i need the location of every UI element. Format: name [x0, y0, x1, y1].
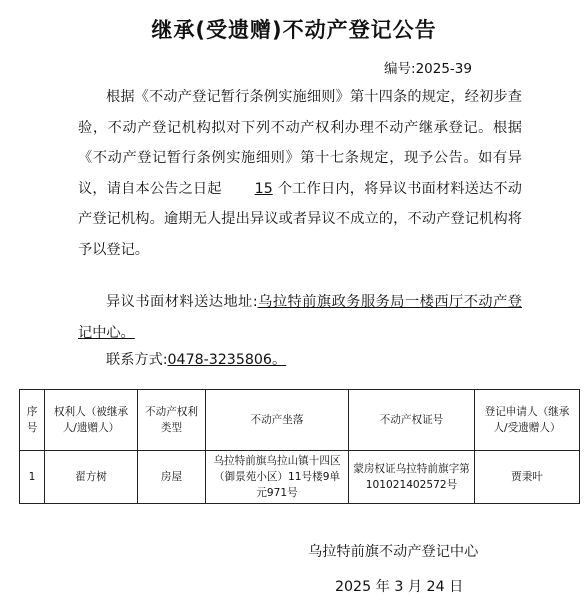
header-holder: 权利人（被继承人/遗赠人）: [45, 390, 138, 451]
header-location: 不动产坐落: [206, 390, 349, 451]
contact-paragraph: [78, 345, 522, 376]
header-certificate: 不动产权证号: [349, 390, 475, 451]
objection-period-days: 15: [254, 180, 273, 197]
document-number: 编号:2025-39: [384, 61, 472, 77]
cell-applicant: 贾秉叶: [475, 451, 580, 504]
cell-location: 乌拉特前旗乌拉山镇十四区（御景苑小区）11号楼9单元971号: [206, 451, 349, 504]
cell-right-type: 房屋: [138, 451, 206, 504]
issuing-organization: 乌拉特前旗不动产登记中心: [308, 544, 479, 560]
cell-holder: 翟方树: [45, 451, 138, 504]
header-right-type: 不动产权利类型: [138, 390, 206, 451]
cell-certificate: 蒙房权证乌拉特前旗字第101021402572号: [349, 451, 475, 504]
table-row: [20, 451, 580, 504]
header-seq: 序号: [20, 390, 45, 451]
objection-address-paragraph: [78, 287, 522, 348]
body-text-part-2: 个工作日内，将异议书面材料送达不动产登记机构。逾期无人提出异议或者异议不成立的，不动产登记机构将予以登记。: [78, 180, 522, 258]
header-applicant: 登记申请人（继承人/受遗赠人）: [475, 390, 580, 451]
contact-label: 联系方式:: [106, 352, 168, 368]
table-header-row: [20, 390, 580, 451]
objection-address: 乌拉特前旗政务服务局一楼西厅不动产登记中心。: [78, 294, 522, 341]
objection-address-label: 异议书面材料送达地址:: [106, 294, 258, 310]
registration-table: [19, 389, 580, 504]
cell-seq: 1: [20, 451, 45, 504]
body-text-part-1: 根据《不动产登记暂行条例实施细则》第十四条的规定，经初步查验，不动产登记机构拟对下列不动产权利办理不动产继承登记。根据《不动产登记暂行条例实施细则》第十七条规定，现予公告。如有异议，请自本公告之日起: [78, 89, 522, 197]
announcement-body-paragraph: [78, 82, 522, 265]
issue-date: 2025 年 3 月 24 日: [335, 579, 464, 595]
announcement-title: 继承(受遗赠)不动产登记公告: [151, 18, 437, 42]
contact-phone: 0478-3235806。: [167, 352, 287, 368]
